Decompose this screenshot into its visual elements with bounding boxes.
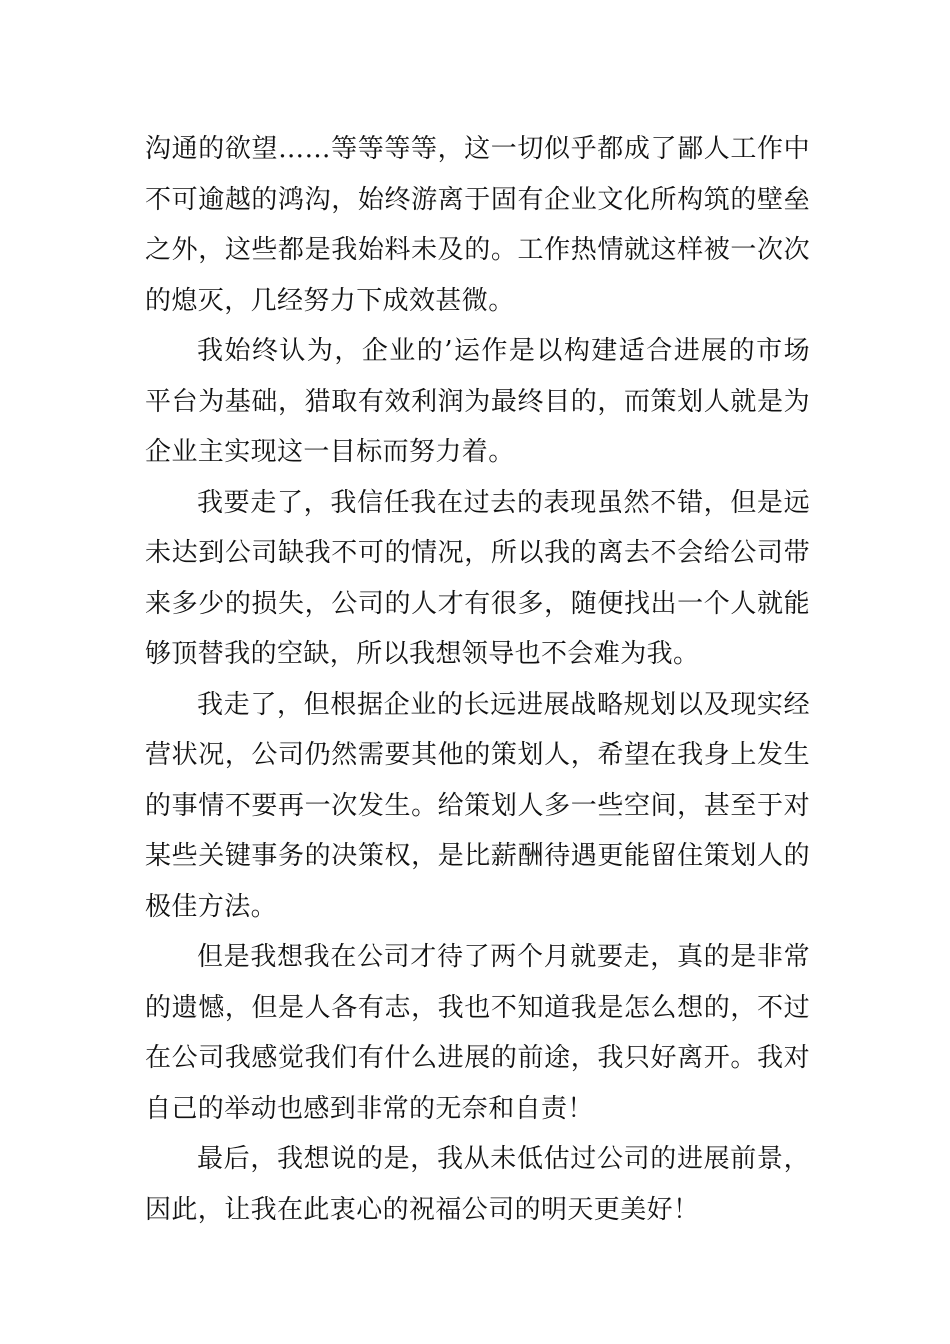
paragraph-1: 沟通的欲望……等等等等，这一切似乎都成了鄙人工作中不可逾越的鸿沟，始终游离于固有企业文化所构筑的壁垒之外，这些都是我始料未及的。工作热情就这样被一次次的熄灭，几经努力下成效甚微。 xyxy=(145,134,810,316)
document-body xyxy=(145,124,810,1235)
paragraph-6: 最后，我想说的是，我从未低估过公司的进展前景，因此，让我在此衷心的祝福公司的明天更美好！ xyxy=(145,1144,810,1225)
paragraph-5: 但是我想我在公司才待了两个月就要走，真的是非常的遗憾，但是人各有志，我也不知道我是怎么想的，不过在公司我感觉我们有什么进展的前途，我只好离开。我对自己的举动也感到非常的无奈和自责！ xyxy=(145,942,810,1124)
paragraph-2: 我始终认为，企业的’运作是以构建适合进展的市场平台为基础，猎取有效利润为最终目的，而策划人就是为企业主实现这一目标而努力着。 xyxy=(145,336,810,467)
paragraph-4: 我走了，但根据企业的长远进展战略规划以及现实经营状况，公司仍然需要其他的策划人，希望在我身上发生的事情不要再一次发生。给策划人多一些空间，甚至于对某些关键事务的决策权，是比薪酬待遇更能留住策划人的极佳方法。 xyxy=(145,689,810,922)
paragraph-3: 我要走了，我信任我在过去的表现虽然不错，但是远未达到公司缺我不可的情况，所以我的离去不会给公司带来多少的损失，公司的人才有很多，随便找出一个人就能够顶替我的空缺，所以我想领导也不会难为我。 xyxy=(145,487,810,669)
